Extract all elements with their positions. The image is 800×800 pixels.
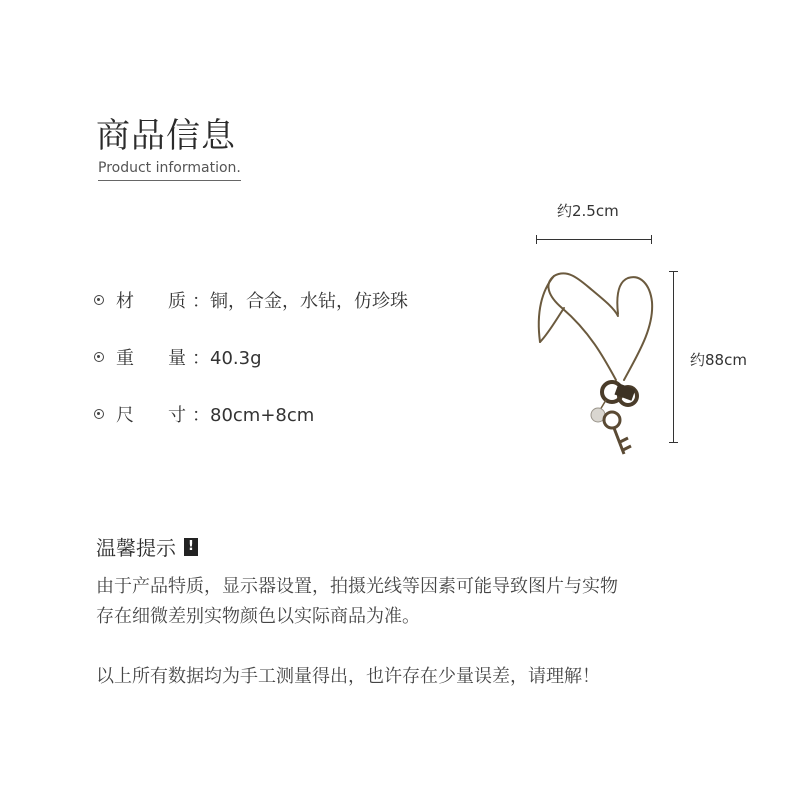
bullet-icon: [94, 295, 104, 305]
exclamation-icon: !: [184, 538, 198, 556]
spec-row-material: [94, 287, 408, 313]
spec-value: ：80cm+8cm: [192, 405, 315, 426]
notice-title-text: 温馨提示: [96, 536, 176, 560]
spec-value: ：40.3g: [192, 348, 262, 369]
page-subtitle: Product information.: [98, 160, 241, 181]
length-dimension-line: [673, 271, 674, 443]
width-dimension-label: 约2.5cm: [557, 202, 619, 220]
spec-label-2: 质: [168, 291, 186, 312]
bullet-icon: [94, 352, 104, 362]
page-title: 商品信息: [96, 116, 236, 156]
notice-line: 由于产品特质，显示器设置，拍摄光线等因素可能导致图片与实物: [96, 576, 618, 597]
notice-title: [96, 532, 198, 561]
notice-line: 存在细微差别实物颜色以实际商品为准。: [96, 606, 420, 627]
spec-value: ：铜，合金，水钻，仿珍珠: [192, 291, 408, 312]
notice-paragraph-2: 以上所有数据均为手工测量得出，也许存在少量误差，请理解！: [96, 666, 600, 687]
necklace-image: [520, 262, 660, 462]
spec-label: 尺: [116, 405, 134, 426]
spec-label-2: 量: [168, 348, 186, 369]
spec-label: 重: [116, 348, 134, 369]
spec-row-size: [94, 401, 314, 427]
length-dimension-label: 约88cm: [690, 351, 747, 369]
bullet-icon: [94, 409, 104, 419]
spec-row-weight: [94, 344, 262, 370]
width-dimension-line: [536, 239, 652, 240]
notice-paragraph-1: [96, 572, 736, 632]
spec-label-2: 寸: [168, 405, 186, 426]
spec-label: 材: [116, 291, 134, 312]
